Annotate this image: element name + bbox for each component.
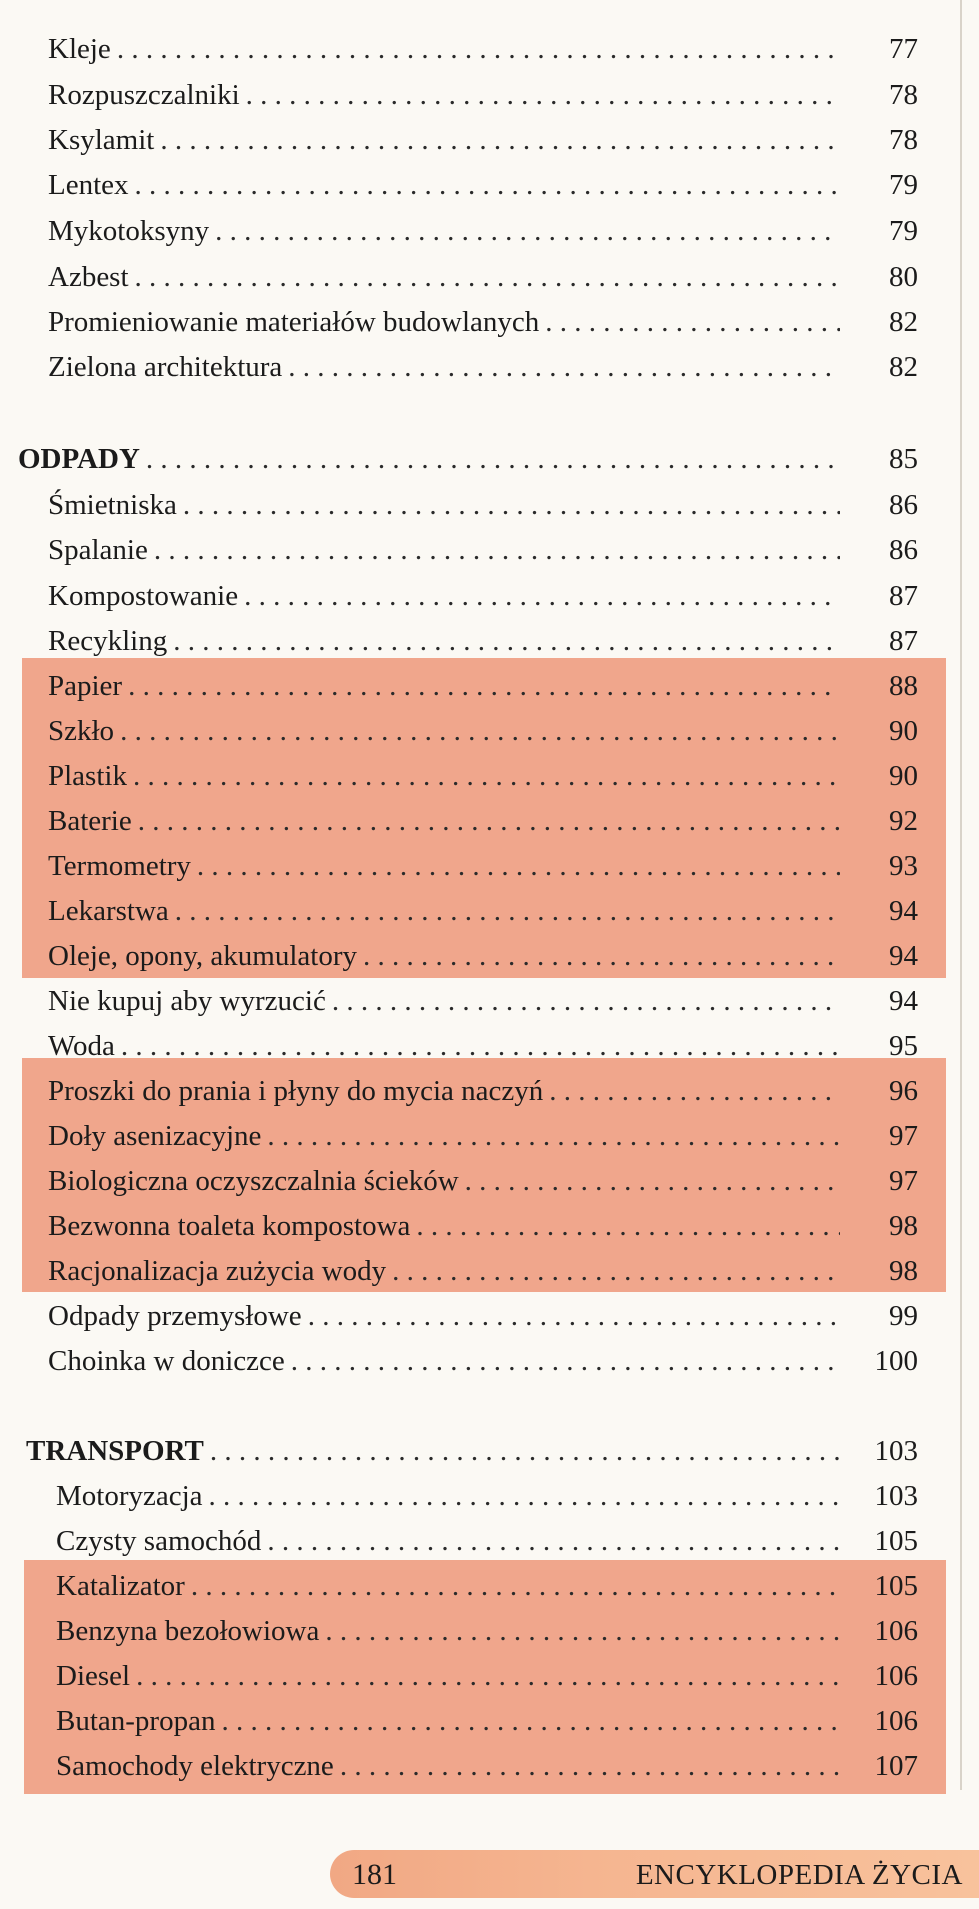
toc-entry-page: 94: [889, 940, 918, 972]
toc-section-heading: [26, 1422, 918, 1468]
toc-entry-label: Oleje, opony, akumulatory: [48, 940, 357, 972]
toc-entry-label: Termometry: [48, 850, 191, 882]
dot-leader: [308, 1299, 840, 1333]
dot-leader: [133, 759, 840, 793]
toc-entry: [48, 293, 918, 339]
toc-entry: [48, 202, 918, 248]
toc-entry-label: Plastik: [48, 760, 127, 792]
toc-entry-label: Baterie: [48, 805, 132, 837]
toc-entry-page: 94: [889, 895, 918, 927]
toc-entry-label: Doły asenizacyjne: [48, 1120, 262, 1152]
toc-entry: [56, 1467, 918, 1513]
toc-entry: [48, 1332, 918, 1378]
dot-leader: [135, 260, 840, 294]
toc-entry-label: Spalanie: [48, 534, 148, 566]
toc-entry: [56, 1692, 918, 1738]
toc-entry-label: Benzyna bezołowiowa: [56, 1615, 320, 1647]
dot-leader: [340, 1749, 840, 1783]
toc-entry-label: Choinka w doniczce: [48, 1345, 285, 1377]
dot-leader: [160, 123, 840, 157]
dot-leader: [209, 1479, 840, 1513]
toc-entry-label: Szkło: [48, 715, 115, 747]
dot-leader: [117, 32, 840, 66]
dot-leader: [197, 849, 840, 883]
toc-entry-label: Mykotoksyny: [48, 215, 210, 247]
toc-entry-label: Butan-propan: [56, 1705, 216, 1737]
dot-leader: [221, 1704, 840, 1738]
toc-entry: [48, 612, 918, 658]
toc-entry-page: 92: [889, 805, 918, 837]
toc-entry-label: Katalizator: [56, 1570, 185, 1602]
toc-entry-label: Rozpuszczalniki: [48, 79, 240, 111]
dot-leader: [183, 488, 840, 522]
toc-entry-page: 100: [874, 1345, 918, 1377]
page-number: 181: [352, 1858, 397, 1891]
toc-entry: [48, 702, 918, 748]
toc-entry: [48, 1242, 918, 1288]
toc-entry-page: 82: [889, 351, 918, 383]
toc-entry-page: 80: [889, 261, 918, 293]
toc-entry-label: Recykling: [48, 625, 168, 657]
toc-entry-page: 99: [889, 1300, 918, 1332]
toc-entry: [48, 882, 918, 928]
toc-entry-page: 96: [889, 1075, 918, 1107]
dot-leader: [135, 168, 840, 202]
toc-entry: [48, 837, 918, 883]
dot-leader: [215, 214, 840, 248]
dot-leader: [210, 1434, 840, 1468]
toc-entry-label: Diesel: [56, 1660, 131, 1692]
toc-entry: [48, 1287, 918, 1333]
toc-entry: [48, 567, 918, 613]
dot-leader: [545, 305, 840, 339]
toc-entry-page: 86: [889, 489, 918, 521]
toc-entry-label: Woda: [48, 1030, 115, 1062]
toc-entry-label: Racjonalizacja zużycia wody: [48, 1255, 387, 1287]
toc-entry-label: Samochody elektryczne: [56, 1750, 334, 1782]
toc-entry-label: Motoryzacja: [56, 1480, 203, 1512]
toc-entry-page: 90: [889, 715, 918, 747]
dot-leader: [267, 1119, 840, 1153]
dot-leader: [154, 533, 840, 567]
toc-entry: [48, 248, 918, 294]
dot-leader: [465, 1164, 840, 1198]
toc-entry-page: 93: [889, 850, 918, 882]
dot-leader: [332, 984, 840, 1018]
toc-heading-label: TRANSPORT: [26, 1435, 204, 1467]
toc-entry: [56, 1602, 918, 1648]
toc-entry: [48, 657, 918, 703]
toc-entry-page: 98: [889, 1210, 918, 1242]
toc-entry: [48, 792, 918, 838]
toc-entry: [48, 1152, 918, 1198]
dot-leader: [288, 350, 840, 384]
toc-entry: [56, 1647, 918, 1693]
toc-entry-label: Biologiczna oczyszczalnia ścieków: [48, 1165, 459, 1197]
dot-leader: [138, 804, 840, 838]
toc-entry: [56, 1737, 918, 1783]
dot-leader: [416, 1209, 840, 1243]
toc-entry-page: 106: [874, 1615, 918, 1647]
toc-entry-label: Nie kupuj aby wyrzucić: [48, 985, 326, 1017]
page-edge-rule: [960, 0, 962, 1790]
toc-entry: [48, 521, 918, 567]
toc-entry-page: 105: [874, 1525, 918, 1557]
toc-entry-page: 103: [874, 1435, 918, 1467]
toc-entry-page: 97: [889, 1120, 918, 1152]
dot-leader: [246, 78, 840, 112]
toc-entry-page: 97: [889, 1165, 918, 1197]
toc-entry-label: Proszki do prania i płyny do mycia naczyń: [48, 1075, 544, 1107]
toc-entry-page: 86: [889, 534, 918, 566]
toc-entry-page: 78: [889, 124, 918, 156]
dot-leader: [120, 714, 840, 748]
dot-leader: [146, 442, 840, 476]
toc-entry-label: Ksylamit: [48, 124, 155, 156]
toc-entry: [56, 1512, 918, 1558]
dot-leader: [128, 669, 840, 703]
dot-leader: [191, 1569, 840, 1603]
toc-entry-page: 77: [889, 33, 918, 65]
toc-entry-label: Papier: [48, 670, 123, 702]
dot-leader: [121, 1029, 840, 1063]
dot-leader: [244, 579, 840, 613]
toc-entry: [48, 1062, 918, 1108]
toc-entry-page: 106: [874, 1705, 918, 1737]
toc-entry-label: Czysty samochód: [56, 1525, 262, 1557]
toc-entry-page: 103: [874, 1480, 918, 1512]
toc-entry: [48, 1107, 918, 1153]
toc-entry-page: 79: [889, 169, 918, 201]
toc-entry-page: 90: [889, 760, 918, 792]
dot-leader: [175, 894, 840, 928]
toc-heading-label: ODPADY: [18, 443, 140, 475]
toc-entry-page: 95: [889, 1030, 918, 1062]
toc-entry-label: Azbest: [48, 261, 129, 293]
toc-entry-page: 87: [889, 580, 918, 612]
toc-entry: [48, 66, 918, 112]
toc-entry: [56, 1557, 918, 1603]
toc-entry-label: Śmietniska: [48, 489, 177, 521]
dot-leader: [173, 624, 840, 658]
toc-entry-page: 106: [874, 1660, 918, 1692]
toc-entry-label: Lentex: [48, 169, 129, 201]
toc-entry: [48, 1017, 918, 1063]
toc-entry-page: 105: [874, 1570, 918, 1602]
toc-entry-page: 82: [889, 306, 918, 338]
toc-section-heading: [18, 430, 918, 476]
running-footer-title: ENCYKLOPEDIA ŻYCIA: [635, 1859, 963, 1891]
toc-entry: [48, 20, 918, 66]
dot-leader: [363, 939, 840, 973]
dot-leader: [291, 1344, 840, 1378]
toc-entry: [48, 972, 918, 1018]
toc-entry-label: Kleje: [48, 33, 111, 65]
toc-entry-page: 98: [889, 1255, 918, 1287]
dot-leader: [392, 1254, 840, 1288]
toc-entry-page: 78: [889, 79, 918, 111]
toc-entry-page: 87: [889, 625, 918, 657]
toc-entry-page: 88: [889, 670, 918, 702]
toc-entry-label: Odpady przemysłowe: [48, 1300, 302, 1332]
toc-entry: [48, 338, 918, 384]
toc-entry: [48, 747, 918, 793]
toc-entry-page: 94: [889, 985, 918, 1017]
toc-entry: [48, 111, 918, 157]
toc-entry-label: Bezwonna toaleta kompostowa: [48, 1210, 411, 1242]
dot-leader: [549, 1074, 840, 1108]
dot-leader: [267, 1524, 840, 1558]
toc-entry-label: Zielona architektura: [48, 351, 283, 383]
toc-entry-label: Lekarstwa: [48, 895, 169, 927]
toc-entry-page: 85: [889, 443, 918, 475]
toc-entry: [48, 476, 918, 522]
toc-entry-page: 79: [889, 215, 918, 247]
toc-entry-page: 107: [874, 1750, 918, 1782]
dot-leader: [325, 1614, 840, 1648]
toc-entry-label: Kompostowanie: [48, 580, 239, 612]
dot-leader: [136, 1659, 840, 1693]
toc-entry: [48, 1197, 918, 1243]
toc-entry: [48, 927, 918, 973]
toc-entry-label: Promieniowanie materiałów budowlanych: [48, 306, 540, 338]
toc-entry: [48, 156, 918, 202]
